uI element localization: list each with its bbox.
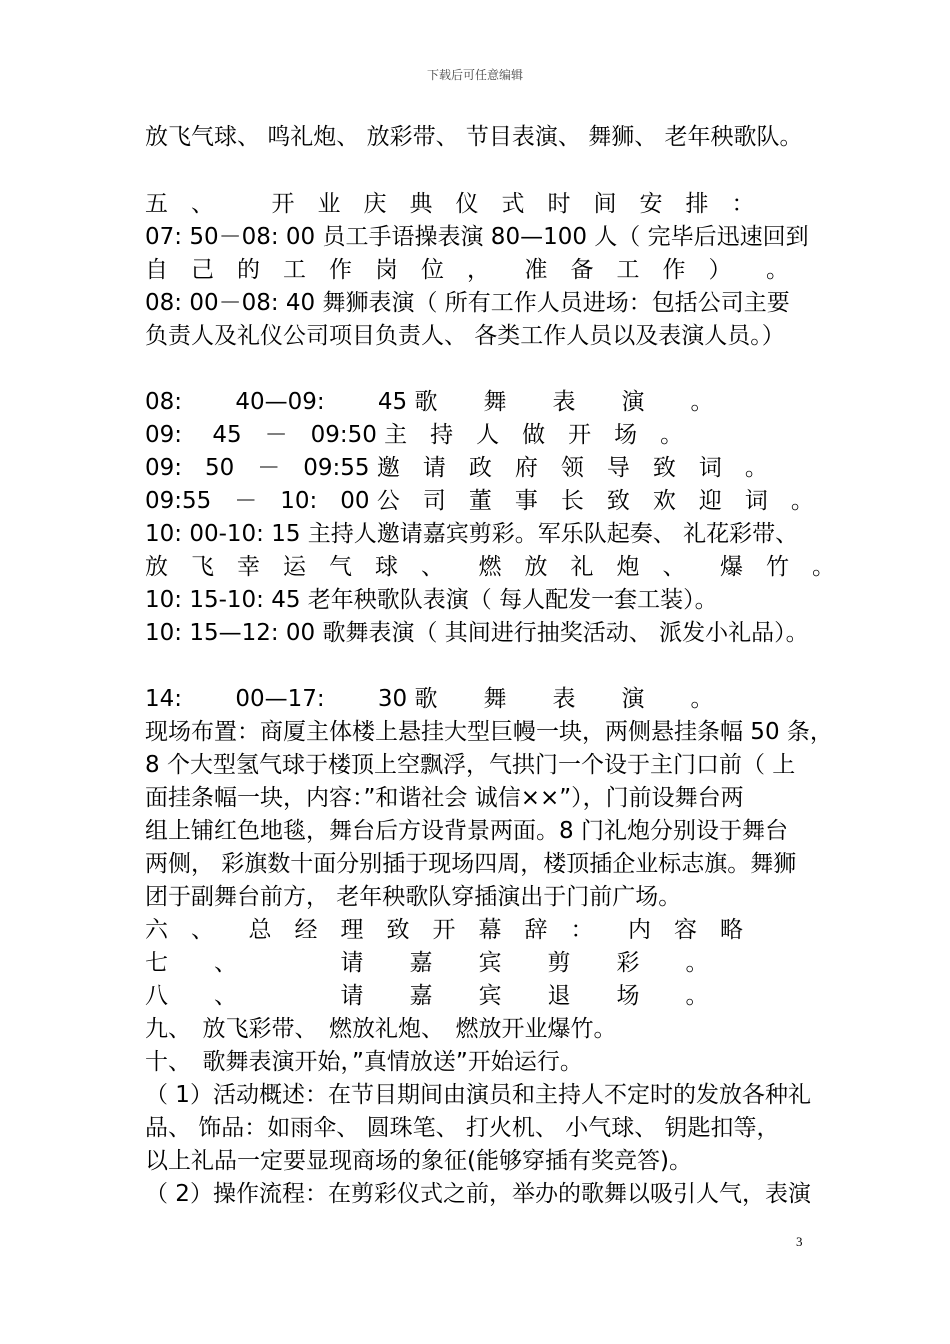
schedule-line: 14: 00—17: 30 歌 舞 表 演 。 (145, 686, 714, 712)
section-heading: 九、 放飞彩带、 燃放礼炮、 燃放开业爆竹。 (145, 1016, 617, 1042)
section-heading: 五 、 开 业 庆 典 仪 式 时 间 安 排 ： (145, 191, 755, 217)
section-heading: 六 、 总 经 理 致 开 幕 辞 ： 内 容 略 (145, 917, 743, 943)
page-number: 3 (796, 1234, 803, 1249)
schedule-line: 放 飞 幸 运 气 球 、 燃 放 礼 炮 、 爆 竹 。 (145, 554, 835, 580)
text-line: 07: 50－08: 00 员工手语操表演 80—100 人（ 完毕后迅速回到 (145, 224, 809, 250)
text-line: 团于副舞台前方， 老年秧歌队穿插演出于门前广场。 (145, 884, 682, 910)
text-line: 面挂条幅一块，内容：”和谐社会 诚信××”），门前设舞台两 (145, 785, 744, 811)
text-line: （ 2）操作流程：在剪彩仪式之前，举办的歌舞以吸引人气，表演 (145, 1181, 811, 1207)
text-line: 以上礼品一定要显现商场的象征(能够穿插有奖竞答)。 (145, 1148, 692, 1174)
schedule-line: 10: 00-10: 15 主持人邀请嘉宾剪彩。军乐队起奏、 礼花彩带、 (145, 521, 799, 547)
schedule-line: 10: 15-10: 45 老年秧歌队表演（ 每人配发一套工装）。 (145, 587, 718, 613)
text-line: 08: 00－08: 40 舞狮表演（ 所有工作人员进场：包括公司主要 (145, 290, 790, 316)
schedule-line: 09: 45 － 09:50 主 持 人 做 开 场 。 (145, 422, 684, 448)
text-line: 负责人及礼仪公司项目负责人、 各类工作人员以及表演人员。） (145, 323, 785, 349)
text-line: 两侧， 彩旗数十面分别插于现场四周，楼顶插企业标志旗。舞狮 (145, 851, 797, 877)
page-header: 下载后可任意编辑 (426, 68, 523, 82)
section-heading: 十、 歌舞表演开始，”真情放送”开始运行。 (145, 1049, 583, 1075)
text-line: 8 个大型氢气球于楼顶上空飘浮，气拱门一个设于主门口前（ 上 (145, 752, 796, 778)
text-line: 自 己 的 工 作 岗 位 ， 准 备 工 作 ） 。 (145, 257, 789, 283)
text-line: 品、 饰品：如雨伞、 圆珠笔、 打火机、 小气球、 钥匙扣等， (145, 1115, 780, 1141)
text-line: （ 1）活动概述：在节目期间由演员和主持人不定时的发放各种礼 (145, 1082, 811, 1108)
section-heading: 八 、 请 嘉 宾 退 场 。 (145, 983, 709, 1009)
section-heading: 七 、 请 嘉 宾 剪 彩 。 (145, 950, 709, 976)
schedule-line: 08: 40—09: 45 歌 舞 表 演 。 (145, 389, 714, 415)
schedule-line: 09:55 － 10: 00 公 司 董 事 长 致 欢 迎 词 。 (145, 488, 814, 514)
text-line: 放飞气球、 鸣礼炮、 放彩带、 节目表演、 舞狮、 老年秧歌队。 (145, 124, 803, 150)
text-line: 组上铺红色地毯，舞台后方设背景两面。8 门礼炮分别设于舞台 (145, 818, 788, 844)
schedule-line: 10: 15—12: 00 歌舞表演（ 其间进行抽奖活动、 派发小礼品）。 (145, 620, 809, 646)
schedule-line: 09: 50 － 09:55 邀 请 政 府 领 导 致 词 。 (145, 455, 768, 481)
text-line: 现场布置：商厦主体楼上悬挂大型巨幔一块，两侧悬挂条幅 50 条， (145, 719, 833, 745)
